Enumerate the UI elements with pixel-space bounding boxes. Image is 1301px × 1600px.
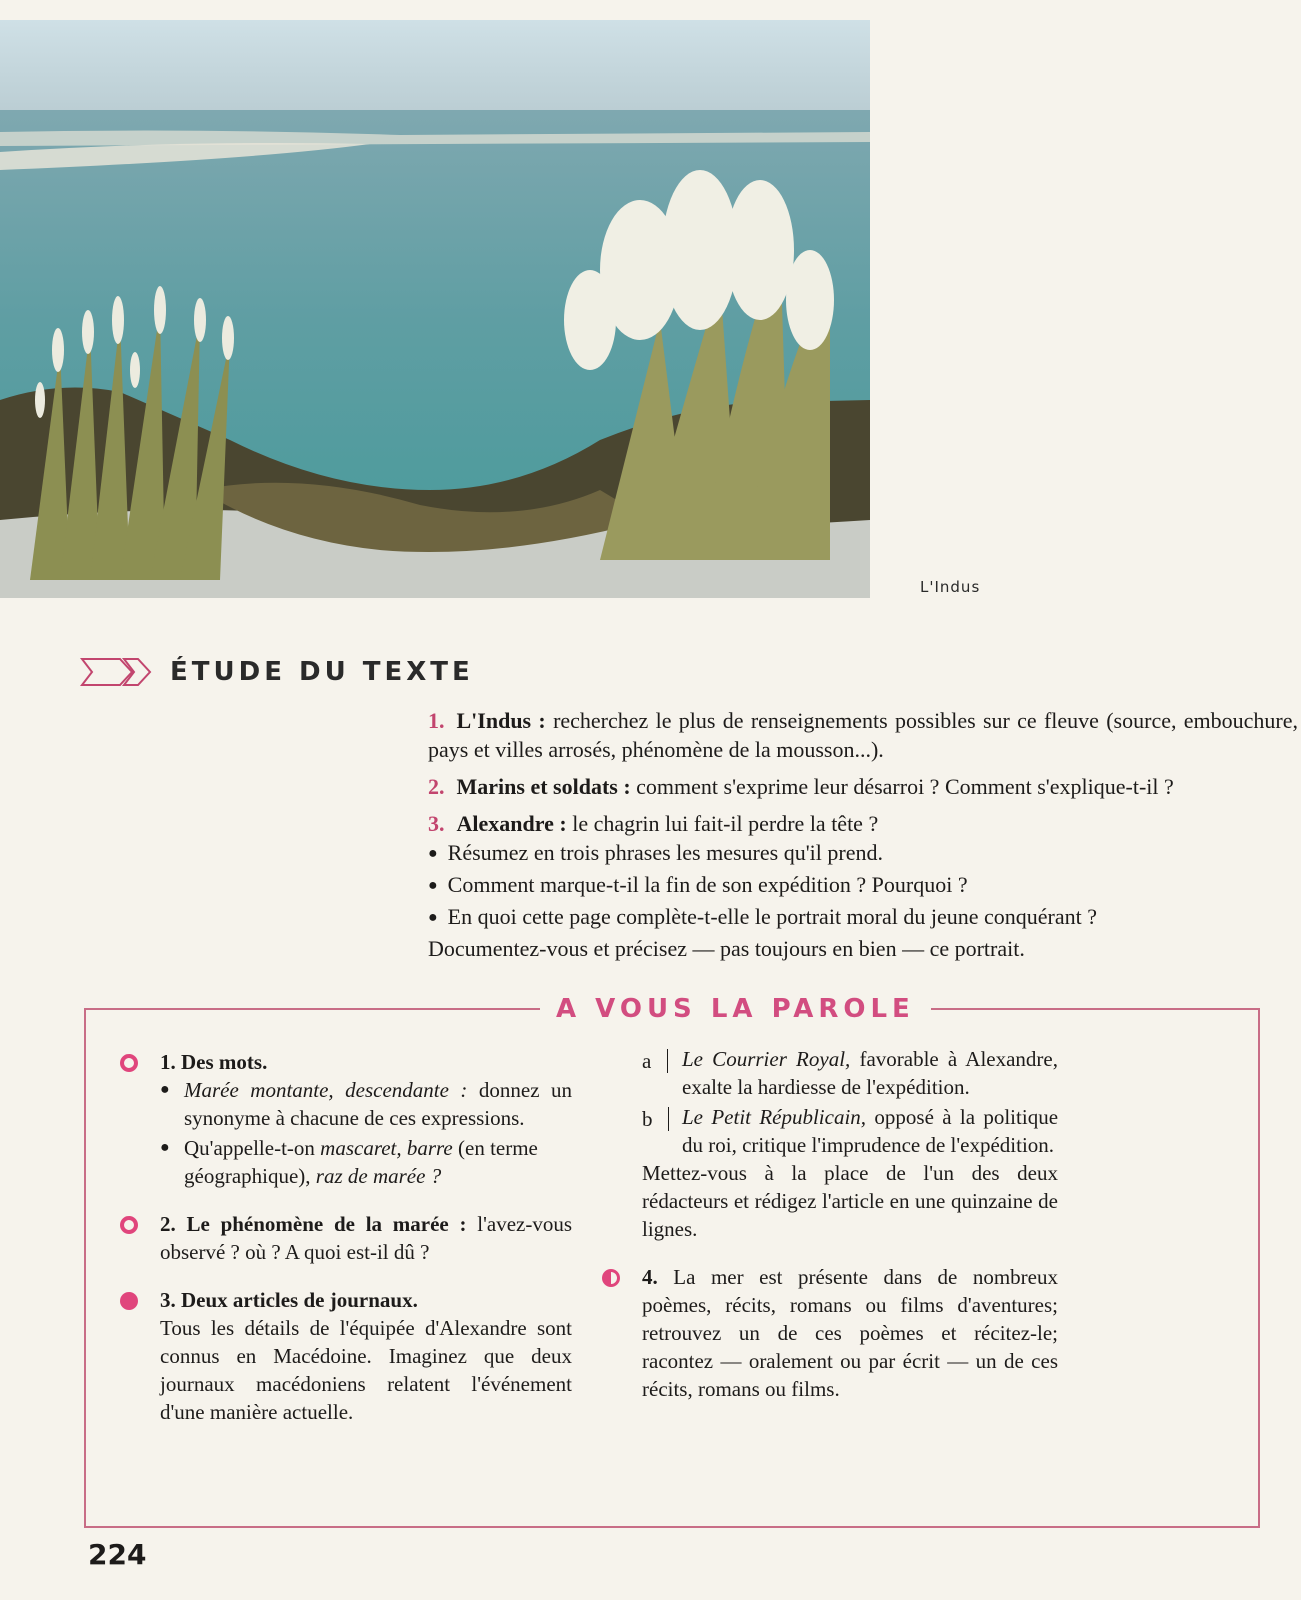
- parole-item-3: [160, 1286, 572, 1426]
- etude-title: ÉTUDE DU TEXTE: [170, 657, 474, 687]
- question-2: [428, 772, 1298, 801]
- parole-right-column: [642, 1045, 1058, 1403]
- newspaper-a-title: Le Courrier Royal,: [682, 1047, 851, 1071]
- parole-item-1: [160, 1048, 572, 1190]
- item-2-text: l'avez-vous observé ? où ? A quoi est-il dû ?: [160, 1212, 572, 1264]
- question-2-number: 2.: [428, 774, 445, 799]
- item-4-text: La mer est présente dans de nombreux poèmes, récits, romans ou films d'aventures; retrouvez un de ces poèmes et récitez-le; racontez — oralement ou par écrit — un de ces récits, romans ou films.: [642, 1265, 1058, 1401]
- question-2-text: comment s'exprime leur désarroi ? Comment s'explique-t-il ?: [636, 774, 1174, 799]
- arrow-icon: [80, 655, 156, 689]
- question-3: [428, 809, 1298, 838]
- question-3-bullet: ● Comment marque-t-il la fin de son expédition ? Pourquoi ?: [428, 872, 968, 897]
- question-3-bullet: ● En quoi cette page complète-t-elle le portrait moral du jeune conquérant ?: [428, 904, 1098, 929]
- newspaper-a-text: favorable à Alexandre, exalte la hardiesse de l'expédition.: [682, 1047, 1058, 1099]
- question-3-text: le chagrin lui fait-il perdre la tête ?: [572, 811, 879, 836]
- item-1-bullet-2: ● Qu'appelle-t-on mascaret, barre (en terme géographique), raz de marée ?: [160, 1136, 538, 1188]
- photo-caption: L'Indus: [920, 578, 981, 596]
- parole-item-4: [642, 1263, 1058, 1403]
- question-3-closing: Documentez-vous et précisez — pas toujours en bien — ce portrait.: [428, 936, 1025, 961]
- question-3-bullet: ● Résumez en trois phrases les mesures qu'il prend.: [428, 840, 883, 865]
- label-b: b: [642, 1107, 653, 1132]
- divider: [668, 1107, 669, 1131]
- item-3-heading: 3. Deux articles de journaux.: [160, 1288, 418, 1312]
- item-2-heading: 2. Le phénomène de la marée :: [160, 1212, 467, 1236]
- open-circle-icon: [120, 1216, 138, 1234]
- bullet-icon: ●: [160, 1081, 170, 1098]
- question-2-title: Marins et soldats :: [456, 774, 631, 799]
- etude-questions: [428, 706, 1298, 963]
- question-3-title: Alexandre :: [456, 811, 567, 836]
- bullet-icon: ●: [160, 1139, 170, 1156]
- parole-title: A VOUS LA PAROLE: [540, 994, 931, 1024]
- filled-circle-icon: [120, 1292, 138, 1310]
- question-1: [428, 706, 1298, 764]
- question-1-text: recherchez le plus de renseignements possibles sur ce fleuve (source, embouchure, pays et villes arrosés, phénomène de la mousson...).: [428, 708, 1299, 762]
- divider: [667, 1049, 668, 1073]
- question-1-number: 1.: [428, 708, 445, 733]
- item-1-heading: 1. Des mots.: [160, 1050, 268, 1074]
- question-3-number: 3.: [428, 811, 445, 836]
- item-4-number: 4.: [642, 1265, 658, 1289]
- bullet-icon: ●: [428, 845, 438, 862]
- newspaper-a: [642, 1045, 1058, 1101]
- label-a: a: [642, 1049, 652, 1074]
- newspaper-b-title: Le Petit Républicain,: [682, 1105, 867, 1129]
- etude-header: [80, 655, 474, 689]
- parole-left-column: [160, 1048, 572, 1426]
- indus-photo: [0, 20, 870, 598]
- parole-item-2: [160, 1210, 572, 1266]
- bullet-icon: ●: [428, 909, 438, 926]
- open-circle-icon: [120, 1054, 138, 1072]
- item-1-bullet-1: ● Marée montante, descendante : donnez un synonyme à chacune de ces expressions.: [160, 1078, 572, 1130]
- bullet-icon: ●: [428, 877, 438, 894]
- item-3-text: Tous les détails de l'équipée d'Alexandre sont connus en Macédoine. Imaginez que deux journaux macédoniens relatent l'événement d'une manière actuelle.: [160, 1316, 572, 1424]
- newspaper-b-text: opposé à la politique du roi, critique l'imprudence de l'expédition.: [682, 1105, 1059, 1157]
- question-1-title: L'Indus :: [456, 708, 546, 733]
- item-3-closing: Mettez-vous à la place de l'un des deux rédacteurs et rédigez l'article en une quinzaine de lignes.: [642, 1161, 1058, 1241]
- half-circle-icon: [602, 1269, 620, 1287]
- newspaper-b: [642, 1103, 1058, 1159]
- page-number: 224: [88, 1538, 147, 1571]
